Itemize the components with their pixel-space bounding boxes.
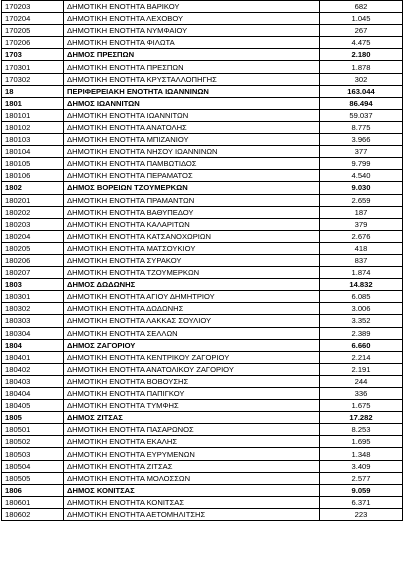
table-row	[2, 61, 403, 73]
region-name-cell: ΔΗΜΟΤΙΚΗ ΕΝΟΤΗΤΑ ΛΑΚΚΑΣ ΣΟΥΛΙΟΥ	[64, 315, 320, 327]
population-value-cell: 4.540	[320, 170, 403, 182]
population-value-cell: 2.180	[320, 49, 403, 61]
region-code-cell: 180105	[2, 158, 64, 170]
region-name-cell: ΔΗΜΟΤΙΚΗ ΕΝΟΤΗΤΑ ΒΟΒΟΥΣΗΣ	[64, 375, 320, 387]
population-value-cell: 6.371	[320, 496, 403, 508]
population-value-cell: 3.352	[320, 315, 403, 327]
population-value-cell: 9.030	[320, 182, 403, 194]
region-name-cell: ΔΗΜΟΤΙΚΗ ΕΝΟΤΗΤΑ ΝΗΣΟΥ ΙΩΑΝΝΙΝΩΝ	[64, 146, 320, 158]
region-name-cell: ΔΗΜΟΤΙΚΗ ΕΝΟΤΗΤΑ ΚΑΤΣΑΝΟΧΩΡΙΩΝ	[64, 230, 320, 242]
population-value-cell: 1.045	[320, 13, 403, 25]
region-name-cell: ΔΗΜΟΤΙΚΗ ΕΝΟΤΗΤΑ ΝΥΜΦΑΙΟΥ	[64, 25, 320, 37]
population-table	[1, 0, 403, 521]
region-name-cell: ΔΗΜΟΤΙΚΗ ΕΝΟΤΗΤΑ ΠΡΑΜΑΝΤΩΝ	[64, 194, 320, 206]
region-code-cell: 180505	[2, 472, 64, 484]
table-row	[2, 472, 403, 484]
population-value-cell: 1.878	[320, 61, 403, 73]
table-row	[2, 351, 403, 363]
table-row	[2, 254, 403, 266]
population-value-cell: 3.409	[320, 460, 403, 472]
region-code-cell: 180602	[2, 508, 64, 520]
region-code-cell: 1804	[2, 339, 64, 351]
region-name-cell: ΔΗΜΟΤΙΚΗ ΕΝΟΤΗΤΑ ΑΓΙΟΥ ΔΗΜΗΤΡΙΟΥ	[64, 291, 320, 303]
region-code-cell: 180405	[2, 400, 64, 412]
region-code-cell: 180104	[2, 146, 64, 158]
region-name-cell: ΔΗΜΟΤΙΚΗ ΕΝΟΤΗΤΑ ΑΕΤΟΜΗΛΙΤΣΗΣ	[64, 508, 320, 520]
region-name-cell: ΔΗΜΟΤΙΚΗ ΕΝΟΤΗΤΑ ΠΑΠΙΓΚΟΥ	[64, 388, 320, 400]
population-value-cell: 244	[320, 375, 403, 387]
table-row-total	[2, 339, 403, 351]
table-row	[2, 13, 403, 25]
table-body	[2, 1, 403, 521]
region-name-cell: ΔΗΜΟΤΙΚΗ ΕΝΟΤΗΤΑ ΠΑΜΒΩΤΙΔΟΣ	[64, 158, 320, 170]
table-row	[2, 508, 403, 520]
population-value-cell: 3.966	[320, 134, 403, 146]
population-value-cell: 9.799	[320, 158, 403, 170]
population-value-cell: 2.577	[320, 472, 403, 484]
region-code-cell: 180207	[2, 267, 64, 279]
population-value-cell: 8.253	[320, 424, 403, 436]
population-value-cell: 2.214	[320, 351, 403, 363]
region-code-cell: 170205	[2, 25, 64, 37]
table-row	[2, 121, 403, 133]
table-row	[2, 170, 403, 182]
region-code-cell: 180303	[2, 315, 64, 327]
region-name-cell: ΔΗΜΟΤΙΚΗ ΕΝΟΤΗΤΑ ΚΕΝΤΡΙΚΟΥ ΖΑΓΟΡΙΟΥ	[64, 351, 320, 363]
region-name-cell: ΔΗΜΟΤΙΚΗ ΕΝΟΤΗΤΑ ΣΕΛΛΩΝ	[64, 327, 320, 339]
population-value-cell: 2.191	[320, 363, 403, 375]
table-row	[2, 230, 403, 242]
table-row	[2, 158, 403, 170]
population-value-cell: 14.832	[320, 279, 403, 291]
table-row	[2, 134, 403, 146]
population-value-cell: 1.348	[320, 448, 403, 460]
region-code-cell: 180302	[2, 303, 64, 315]
region-code-cell: 180404	[2, 388, 64, 400]
population-value-cell: 336	[320, 388, 403, 400]
region-code-cell: 18	[2, 85, 64, 97]
region-name-cell: ΔΗΜΟΤΙΚΗ ΕΝΟΤΗΤΑ ΔΩΔΩΝΗΣ	[64, 303, 320, 315]
table-row-total	[2, 97, 403, 109]
population-value-cell: 2.676	[320, 230, 403, 242]
population-value-cell: 302	[320, 73, 403, 85]
table-row	[2, 25, 403, 37]
region-name-cell: ΔΗΜΟΤΙΚΗ ΕΝΟΤΗΤΑ ΣΥΡΑΚΟΥ	[64, 254, 320, 266]
region-name-cell: ΔΗΜΟΣ ΚΟΝΙΤΣΑΣ	[64, 484, 320, 496]
region-code-cell: 180601	[2, 496, 64, 508]
region-code-cell: 180103	[2, 134, 64, 146]
region-code-cell: 1803	[2, 279, 64, 291]
population-value-cell: 163.044	[320, 85, 403, 97]
region-code-cell: 180402	[2, 363, 64, 375]
table-row	[2, 363, 403, 375]
table-row	[2, 218, 403, 230]
population-value-cell: 2.389	[320, 327, 403, 339]
table-row	[2, 424, 403, 436]
table-row	[2, 206, 403, 218]
region-name-cell: ΔΗΜΟΣ ΙΩΑΝΝΙΤΩΝ	[64, 97, 320, 109]
region-name-cell: ΔΗΜΟΤΙΚΗ ΕΝΟΤΗΤΑ ΕΚΑΛΗΣ	[64, 436, 320, 448]
region-name-cell: ΔΗΜΟΣ ΠΡΕΣΠΩΝ	[64, 49, 320, 61]
population-value-cell: 379	[320, 218, 403, 230]
region-code-cell: 180206	[2, 254, 64, 266]
region-code-cell: 1801	[2, 97, 64, 109]
table-row-total	[2, 182, 403, 194]
table-row	[2, 436, 403, 448]
region-code-cell: 180205	[2, 242, 64, 254]
region-code-cell: 180504	[2, 460, 64, 472]
population-value-cell: 267	[320, 25, 403, 37]
region-code-cell: 180301	[2, 291, 64, 303]
region-name-cell: ΔΗΜΟΤΙΚΗ ΕΝΟΤΗΤΑ ΙΩΑΝΝΙΤΩΝ	[64, 109, 320, 121]
population-value-cell: 682	[320, 1, 403, 13]
region-name-cell: ΔΗΜΟΤΙΚΗ ΕΝΟΤΗΤΑ ΑΝΑΤΟΛΗΣ	[64, 121, 320, 133]
region-name-cell: ΔΗΜΟΣ ΒΟΡΕΙΩΝ ΤΖΟΥΜΕΡΚΩΝ	[64, 182, 320, 194]
region-name-cell: ΔΗΜΟΤΙΚΗ ΕΝΟΤΗΤΑ ΚΡΥΣΤΑΛΛΟΠΗΓΗΣ	[64, 73, 320, 85]
region-name-cell: ΔΗΜΟΤΙΚΗ ΕΝΟΤΗΤΑ ΜΠΙΖΑΝΙΟΥ	[64, 134, 320, 146]
table-row	[2, 303, 403, 315]
population-value-cell: 17.282	[320, 412, 403, 424]
table-row-total	[2, 85, 403, 97]
table-row-total	[2, 49, 403, 61]
region-code-cell: 180502	[2, 436, 64, 448]
region-code-cell: 180501	[2, 424, 64, 436]
region-name-cell: ΔΗΜΟΤΙΚΗ ΕΝΟΤΗΤΑ ΛΕΧΟΒΟΥ	[64, 13, 320, 25]
population-value-cell: 1.675	[320, 400, 403, 412]
population-value-cell: 837	[320, 254, 403, 266]
table-row-total	[2, 279, 403, 291]
table-row	[2, 375, 403, 387]
region-code-cell: 180304	[2, 327, 64, 339]
region-code-cell: 170206	[2, 37, 64, 49]
table-row	[2, 315, 403, 327]
table-row-total	[2, 412, 403, 424]
table-row	[2, 146, 403, 158]
region-name-cell: ΔΗΜΟΣ ΖΙΤΣΑΣ	[64, 412, 320, 424]
region-name-cell: ΔΗΜΟΤΙΚΗ ΕΝΟΤΗΤΑ ΠΕΡΑΜΑΤΟΣ	[64, 170, 320, 182]
population-value-cell: 59.037	[320, 109, 403, 121]
region-code-cell: 1802	[2, 182, 64, 194]
region-code-cell: 180403	[2, 375, 64, 387]
population-value-cell: 187	[320, 206, 403, 218]
region-code-cell: 180503	[2, 448, 64, 460]
region-name-cell: ΔΗΜΟΤΙΚΗ ΕΝΟΤΗΤΑ ΜΟΛΟΣΣΩΝ	[64, 472, 320, 484]
region-code-cell: 180106	[2, 170, 64, 182]
table-row	[2, 496, 403, 508]
region-name-cell: ΔΗΜΟΤΙΚΗ ΕΝΟΤΗΤΑ ΠΡΕΣΠΩΝ	[64, 61, 320, 73]
table-row	[2, 109, 403, 121]
region-name-cell: ΔΗΜΟΤΙΚΗ ΕΝΟΤΗΤΑ ΕΥΡΥΜΕΝΩΝ	[64, 448, 320, 460]
region-name-cell: ΔΗΜΟΤΙΚΗ ΕΝΟΤΗΤΑ ΦΙΛΩΤΑ	[64, 37, 320, 49]
region-code-cell: 180203	[2, 218, 64, 230]
region-name-cell: ΔΗΜΟΤΙΚΗ ΕΝΟΤΗΤΑ ΤΥΜΦΗΣ	[64, 400, 320, 412]
table-row	[2, 73, 403, 85]
population-value-cell: 3.006	[320, 303, 403, 315]
region-name-cell: ΔΗΜΟΤΙΚΗ ΕΝΟΤΗΤΑ ΤΖΟΥΜΕΡΚΩΝ	[64, 267, 320, 279]
table-row	[2, 1, 403, 13]
population-value-cell: 418	[320, 242, 403, 254]
population-value-cell: 6.660	[320, 339, 403, 351]
region-code-cell: 1703	[2, 49, 64, 61]
table-row	[2, 460, 403, 472]
table-row	[2, 37, 403, 49]
population-value-cell: 4.475	[320, 37, 403, 49]
region-code-cell: 180401	[2, 351, 64, 363]
region-name-cell: ΔΗΜΟΣ ΔΩΔΩΝΗΣ	[64, 279, 320, 291]
table-row	[2, 242, 403, 254]
table-row-total	[2, 484, 403, 496]
population-value-cell: 6.085	[320, 291, 403, 303]
region-name-cell: ΔΗΜΟΤΙΚΗ ΕΝΟΤΗΤΑ ΚΟΝΙΤΣΑΣ	[64, 496, 320, 508]
population-value-cell: 8.775	[320, 121, 403, 133]
table-row	[2, 267, 403, 279]
region-name-cell: ΔΗΜΟΤΙΚΗ ΕΝΟΤΗΤΑ ΑΝΑΤΟΛΙΚΟΥ ΖΑΓΟΡΙΟΥ	[64, 363, 320, 375]
table-row	[2, 327, 403, 339]
population-value-cell: 377	[320, 146, 403, 158]
table-row	[2, 194, 403, 206]
population-value-cell: 223	[320, 508, 403, 520]
region-name-cell: ΔΗΜΟΤΙΚΗ ΕΝΟΤΗΤΑ ΖΙΤΣΑΣ	[64, 460, 320, 472]
region-code-cell: 170203	[2, 1, 64, 13]
table-row	[2, 400, 403, 412]
region-code-cell: 170204	[2, 13, 64, 25]
region-code-cell: 180201	[2, 194, 64, 206]
table-row	[2, 388, 403, 400]
region-code-cell: 180204	[2, 230, 64, 242]
region-code-cell: 170302	[2, 73, 64, 85]
population-value-cell: 2.659	[320, 194, 403, 206]
region-name-cell: ΔΗΜΟΤΙΚΗ ΕΝΟΤΗΤΑ ΜΑΤΣΟΥΚΙΟΥ	[64, 242, 320, 254]
region-code-cell: 180102	[2, 121, 64, 133]
region-code-cell: 1805	[2, 412, 64, 424]
region-name-cell: ΠΕΡΙΦΕΡΕΙΑΚΗ ΕΝΟΤΗΤΑ ΙΩΑΝΝΙΝΩΝ	[64, 85, 320, 97]
region-code-cell: 1806	[2, 484, 64, 496]
region-name-cell: ΔΗΜΟΤΙΚΗ ΕΝΟΤΗΤΑ ΒΑΡΙΚΟΥ	[64, 1, 320, 13]
region-code-cell: 180101	[2, 109, 64, 121]
table-row	[2, 291, 403, 303]
population-value-cell: 1.695	[320, 436, 403, 448]
region-code-cell: 170301	[2, 61, 64, 73]
population-value-cell: 9.059	[320, 484, 403, 496]
region-name-cell: ΔΗΜΟΤΙΚΗ ΕΝΟΤΗΤΑ ΚΑΛΑΡΙΤΩΝ	[64, 218, 320, 230]
region-name-cell: ΔΗΜΟΣ ΖΑΓΟΡΙΟΥ	[64, 339, 320, 351]
region-code-cell: 180202	[2, 206, 64, 218]
population-value-cell: 86.494	[320, 97, 403, 109]
population-value-cell: 1.874	[320, 267, 403, 279]
region-name-cell: ΔΗΜΟΤΙΚΗ ΕΝΟΤΗΤΑ ΒΑΘΥΠΕΔΟΥ	[64, 206, 320, 218]
region-name-cell: ΔΗΜΟΤΙΚΗ ΕΝΟΤΗΤΑ ΠΑΣΑΡΩΝΟΣ	[64, 424, 320, 436]
table-row	[2, 448, 403, 460]
